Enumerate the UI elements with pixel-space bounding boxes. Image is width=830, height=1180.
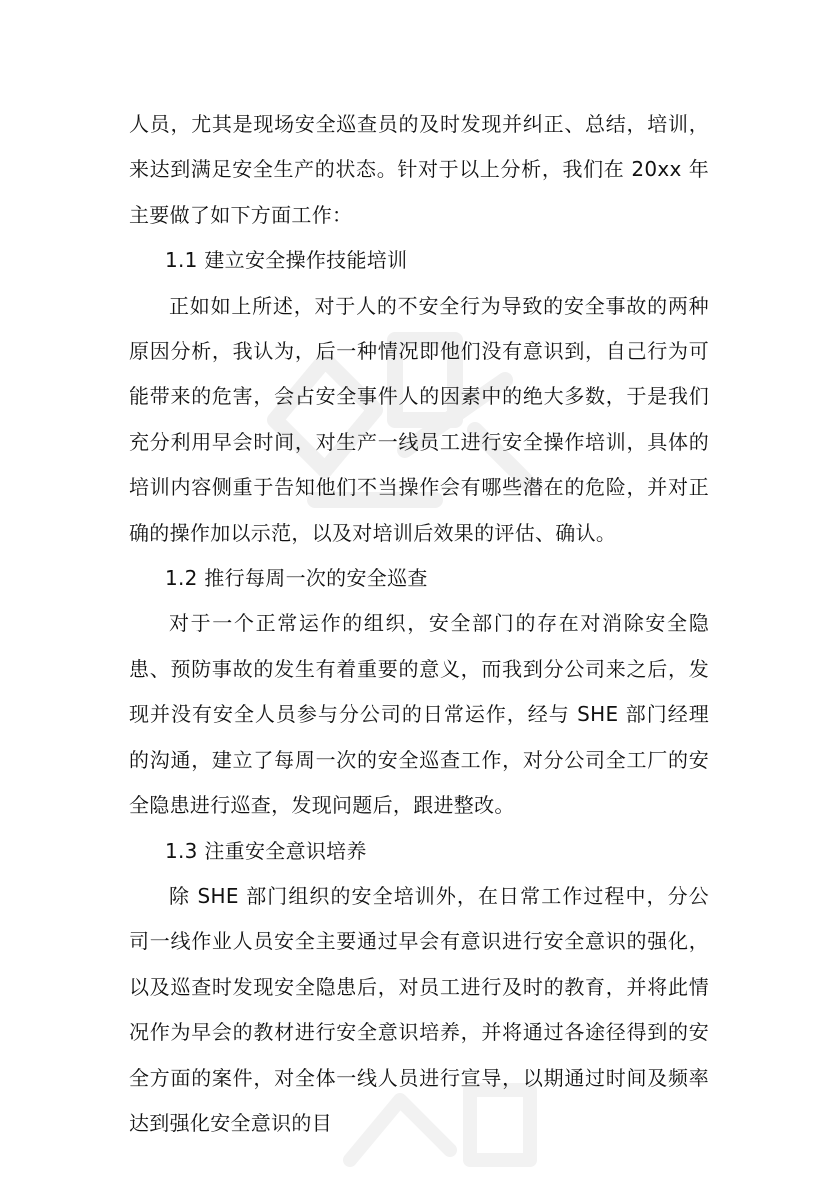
document-body [129, 102, 709, 1146]
paragraph-continuation: 人员，尤其是现场安全巡查员的及时发现并纠正、总结，培训，来达到满足安全生产的状态。针对于以上分析，我们在 20xx 年主要做了如下方面工作： [129, 112, 709, 227]
section-heading-1-2: 1.2 推行每周一次的安全巡查 [165, 566, 428, 591]
paragraph-safety-training: 正如如上所述，对于人的不安全行为导致的安全事故的两种原因分析，我认为，后一种情况即他们没有意识到，自己行为可能带来的危害，会占安全事件人的因素中的绝大多数，于是我们充分利用早会时间，对生产一线员工进行安全操作培训，具体的培训内容侧重于告知他们不当操作会有哪些潜在的危险，并对正确的操作加以示范，以及对培训后效果的评估、确认。 [129, 293, 709, 545]
paragraph-safety-awareness: 除 SHE 部门组织的安全培训外，在日常工作过程中，分公司一线作业人员安全主要通过早会有意识进行安全意识的强化，以及巡查时发现安全隐患后，对员工进行及时的教育，并将此情况作为早会的教材进行安全意识培养，并将通过各途径得到的安全方面的案件，对全体一线人员进行宣导，以期通过时间及频率达到强化安全意识的目 [129, 883, 709, 1135]
section-heading-1-3: 1.3 注重安全意识培养 [165, 838, 367, 863]
section-heading-1-1: 1.1 建立安全操作技能培训 [165, 248, 408, 273]
paragraph-weekly-inspection: 对于一个正常运作的组织，安全部门的存在对消除安全隐患、预防事故的发生有着重要的意义，而我到分公司来之后，发现并没有安全人员参与分公司的日常运作，经与 SHE 部门经理的沟通，建立了每周一次的安全巡查工作，对分公司全工厂的安全隐患进行巡查，发现问题后，跟进整改。 [129, 611, 709, 818]
